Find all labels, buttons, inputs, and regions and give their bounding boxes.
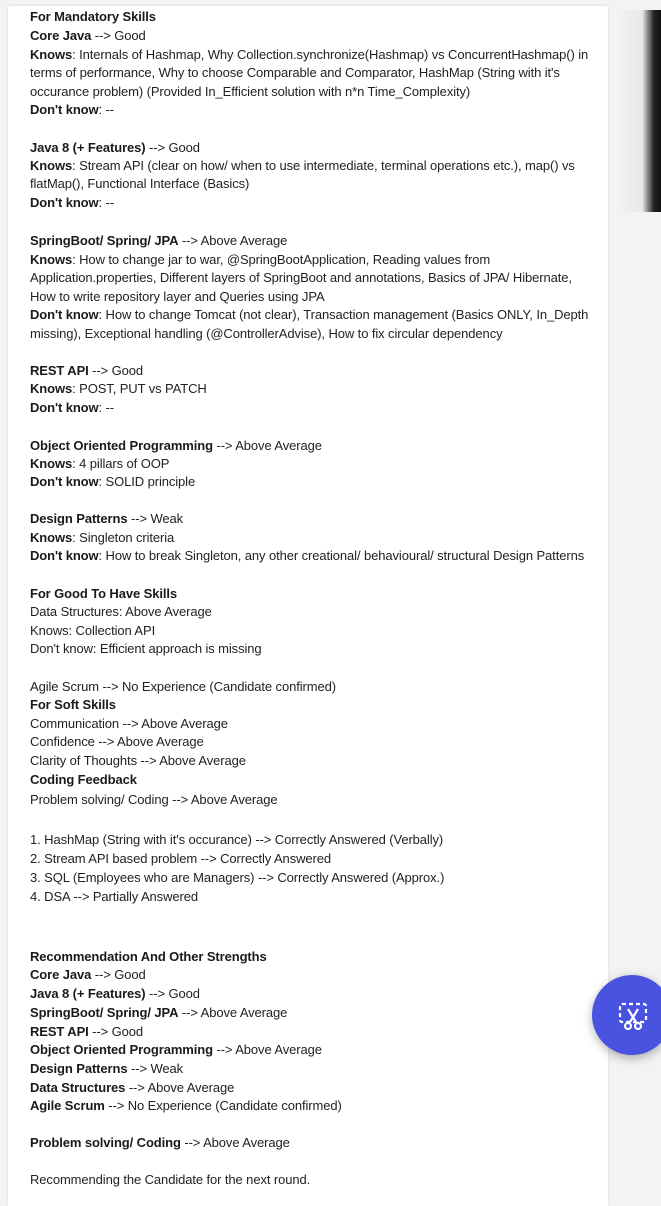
line-label: Knows <box>30 47 73 62</box>
line-text: --> Weak <box>127 511 184 526</box>
line-text: How to write repository layer and Queries using JPA <box>30 289 325 304</box>
text-line <box>30 772 137 787</box>
line-text: --> Above Average <box>178 233 288 248</box>
line-label: Core Java <box>30 28 92 43</box>
text-line <box>30 400 114 415</box>
line-text: Application.properties, Different layers of SpringBoot and annotations, Basics of JPA/ Hibernate, <box>30 270 572 285</box>
text-line <box>30 716 228 731</box>
line-text: --> No Experience (Candidate confirmed) <box>104 1098 342 1113</box>
line-label: For Soft Skills <box>30 697 116 712</box>
line-text: Don't know: Efficient approach is missing <box>30 641 262 656</box>
text-line <box>30 438 322 453</box>
line-text: Confidence --> Above Average <box>30 734 204 749</box>
text-line <box>30 511 183 526</box>
text-line <box>30 1061 183 1076</box>
line-text: --> Good <box>91 967 146 982</box>
line-text: 3. SQL (Employees who are Managers) --> Correctly Answered (Approx.) <box>30 870 445 885</box>
text-line <box>30 456 169 471</box>
line-text: 4. DSA --> Partially Answered <box>30 889 198 904</box>
line-label: Don't know <box>30 307 99 322</box>
line-label: Knows <box>30 381 73 396</box>
line-label: Don't know <box>30 400 99 415</box>
line-text: Communication --> Above Average <box>30 716 228 731</box>
line-text: --> Above Average <box>212 438 322 453</box>
text-line <box>30 1080 234 1095</box>
line-label: Java 8 (+ Features) <box>30 986 146 1001</box>
line-label: Data Structures <box>30 1080 126 1095</box>
text-line <box>30 1024 143 1039</box>
text-line <box>30 65 560 80</box>
line-label: REST API <box>30 1024 89 1039</box>
text-line <box>30 679 336 694</box>
line-text: : Singleton criteria <box>72 530 175 545</box>
text-line <box>30 270 572 285</box>
line-label: Object Oriented Programming <box>30 438 213 453</box>
line-text: : How to change jar to war, @SpringBootApplication, Reading values from <box>72 252 491 267</box>
line-label: Knows <box>30 456 73 471</box>
line-text: 2. Stream API based problem --> Correctly Answered <box>30 851 331 866</box>
text-line <box>30 28 146 43</box>
text-line <box>30 158 575 173</box>
text-line <box>30 792 278 807</box>
line-label: Don't know <box>30 195 99 210</box>
line-label: For Mandatory Skills <box>30 9 156 24</box>
line-text: --> Good <box>88 363 144 378</box>
line-label: Knows <box>30 530 73 545</box>
text-line <box>30 586 177 601</box>
text-line <box>30 289 325 304</box>
line-text: : -- <box>98 102 115 117</box>
line-label: Core Java <box>30 967 92 982</box>
line-label: For Good To Have Skills <box>30 586 177 601</box>
screen-snip-icon <box>618 1001 648 1031</box>
line-label: SpringBoot/ Spring/ JPA <box>30 233 179 248</box>
line-text: --> Good <box>145 140 200 155</box>
text-line <box>30 1005 287 1020</box>
line-text: --> Above Average <box>125 1080 235 1095</box>
text-line <box>30 102 114 117</box>
candidate-video-thumbnail <box>614 10 661 212</box>
line-text: : Stream API (clear on how/ when to use intermediate, terminal operations etc.), map() vs <box>72 158 575 173</box>
line-text: : -- <box>98 195 115 210</box>
text-line <box>30 753 246 768</box>
text-line <box>30 623 155 638</box>
line-text: : POST, PUT vs PATCH <box>72 381 207 396</box>
text-line <box>30 326 503 341</box>
line-text: : How to break Singleton, any other creational/ behavioural/ structural Design Patterns <box>98 548 585 563</box>
line-text: Agile Scrum --> No Experience (Candidate confirmed) <box>30 679 336 694</box>
text-line <box>30 548 584 563</box>
line-label: Knows <box>30 252 73 267</box>
text-line <box>30 870 444 885</box>
line-label: Knows <box>30 158 73 173</box>
text-line <box>30 949 267 964</box>
line-label: Problem solving/ Coding <box>30 1135 181 1150</box>
line-label: Java 8 (+ Features) <box>30 140 146 155</box>
line-text: --> Above Average <box>212 1042 322 1057</box>
line-text: Clarity of Thoughts --> Above Average <box>30 753 246 768</box>
line-text: missing), Exceptional handling (@ControllerAdvise), How to fix circular dependency <box>30 326 503 341</box>
text-line <box>30 967 146 982</box>
text-line <box>30 1098 342 1113</box>
line-text: 1. HashMap (String with it's occurance) --> Correctly Answered (Verbally) <box>30 832 444 847</box>
line-text: --> Above Average <box>178 1005 288 1020</box>
text-line <box>30 381 207 396</box>
text-line <box>30 140 200 155</box>
text-line <box>30 195 114 210</box>
text-line <box>30 1042 322 1057</box>
line-text: : -- <box>98 400 115 415</box>
line-text: : How to change Tomcat (not clear), Transaction management (Basics ONLY, In_Depth <box>98 307 589 322</box>
line-text: : SOLID principle <box>98 474 196 489</box>
line-label: Design Patterns <box>30 511 128 526</box>
line-text: --> Good <box>91 28 146 43</box>
text-line <box>30 84 470 99</box>
line-text: Knows: Collection API <box>30 623 156 638</box>
text-line <box>30 9 156 24</box>
text-line <box>30 363 143 378</box>
line-text: : Internals of Hashmap, Why Collection.synchronize(Hashmap) vs ConcurrentHashmap() in <box>72 47 589 62</box>
line-label: Don't know <box>30 474 99 489</box>
text-line <box>30 604 212 619</box>
text-line <box>30 530 174 545</box>
line-text: --> Good <box>88 1024 144 1039</box>
line-text: terms of performance, Why to choose Comparable and Comparator, HashMap (String with it's <box>30 65 560 80</box>
text-line <box>30 307 588 322</box>
line-label: Recommendation And Other Strengths <box>30 949 267 964</box>
text-line <box>30 1172 310 1187</box>
line-label: Coding Feedback <box>30 772 137 787</box>
line-text: --> Good <box>145 986 200 1001</box>
text-line <box>30 986 200 1001</box>
line-label: Don't know <box>30 102 99 117</box>
line-text: Recommending the Candidate for the next round. <box>30 1172 311 1187</box>
text-line <box>30 47 588 62</box>
line-text: Data Structures: Above Average <box>30 604 212 619</box>
line-label: SpringBoot/ Spring/ JPA <box>30 1005 179 1020</box>
text-line <box>30 641 262 656</box>
line-text: --> Weak <box>127 1061 184 1076</box>
line-text: flatMap(), Functional Interface (Basics) <box>30 176 250 191</box>
text-line <box>30 176 249 191</box>
line-text: : 4 pillars of OOP <box>72 456 170 471</box>
text-line <box>30 233 287 248</box>
line-label: Object Oriented Programming <box>30 1042 213 1057</box>
text-line <box>30 851 331 866</box>
line-label: Design Patterns <box>30 1061 128 1076</box>
line-label: Agile Scrum <box>30 1098 105 1113</box>
line-text: --> Above Average <box>180 1135 290 1150</box>
text-line <box>30 832 443 847</box>
text-line <box>30 889 198 904</box>
line-text: occurance problem) (Provided In_Efficient solution with n*n Time_Complexity) <box>30 84 471 99</box>
line-text: Problem solving/ Coding --> Above Average <box>30 792 278 807</box>
text-line <box>30 474 195 489</box>
text-line <box>30 252 490 267</box>
text-line <box>30 697 116 712</box>
line-label: REST API <box>30 363 89 378</box>
text-line <box>30 1135 290 1150</box>
text-line <box>30 734 204 749</box>
line-label: Don't know <box>30 548 99 563</box>
